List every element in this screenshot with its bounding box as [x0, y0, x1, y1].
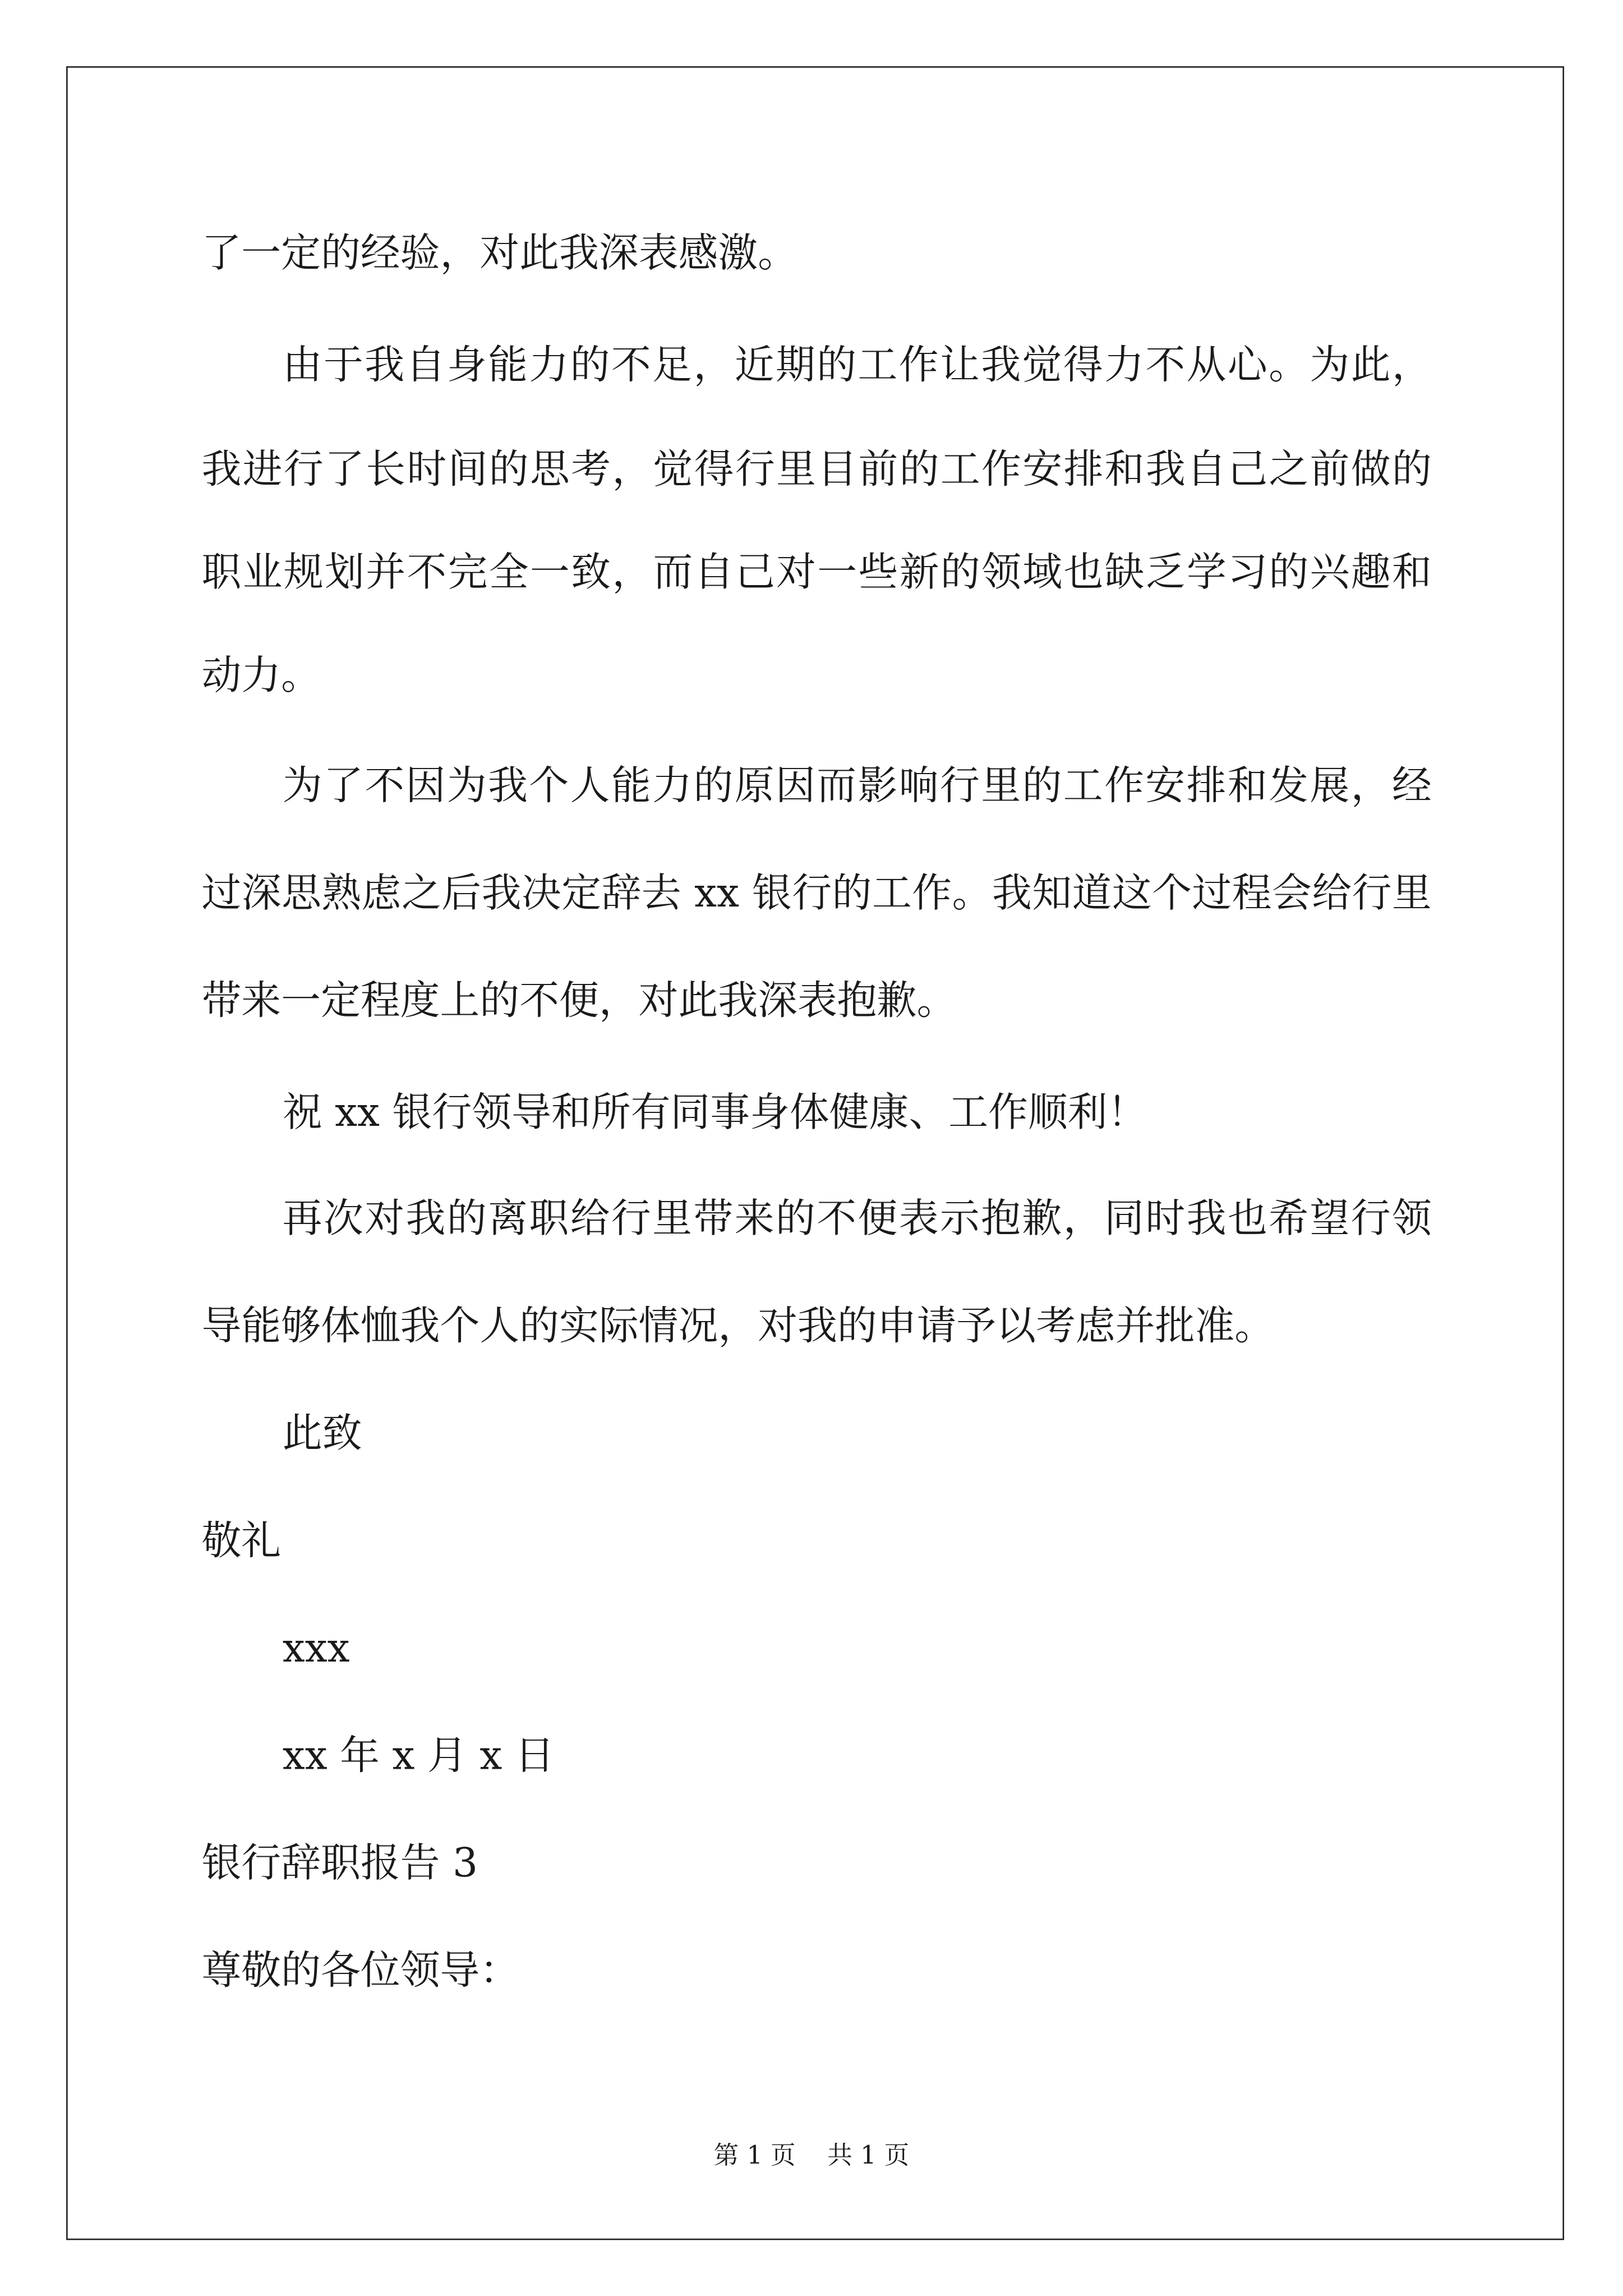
text-line: 过深思熟虑之后我决定辞去 xx 银行的工作。我知道这个过程会给行里 [201, 871, 1432, 917]
text-line: 动力。 [201, 653, 321, 700]
closing-respect: 敬礼 [201, 1519, 282, 1565]
signature-date: xx 年 x 月 x 日 [282, 1733, 555, 1780]
text-line: 带来一定程度上的不便，对此我深表抱歉。 [201, 978, 957, 1025]
section-heading: 银行辞职报告 3 [201, 1841, 478, 1887]
text-line: 由于我自身能力的不足，近期的工作让我觉得力不从心。为此， [282, 343, 1432, 389]
text-line: 了一定的经验，对此我深表感激。 [201, 231, 798, 277]
text-line: 职业规划并不完全一致，而自己对一些新的领域也缺乏学习的兴趣和 [201, 550, 1432, 596]
text-line: 我进行了长时间的思考，觉得行里目前的工作安排和我自己之前做的 [201, 447, 1432, 493]
text-line: 为了不因为我个人能力的原因而影响行里的工作安排和发展，经 [282, 763, 1432, 810]
text-line: 再次对我的离职给行里带来的不便表示抱歉，同时我也希望行领 [282, 1197, 1432, 1243]
text-line: 导能够体恤我个人的实际情况，对我的申请予以考虑并批准。 [201, 1304, 1275, 1350]
signature-name: xxx [282, 1626, 350, 1672]
greeting-line: 尊敬的各位领导： [201, 1948, 520, 1995]
page-number-footer: 第 1 页 共 1 页 [713, 2141, 910, 2171]
text-line: 祝 xx 银行领导和所有同事身体健康、工作顺利！ [282, 1091, 1147, 1137]
closing-salutation: 此致 [282, 1411, 362, 1457]
